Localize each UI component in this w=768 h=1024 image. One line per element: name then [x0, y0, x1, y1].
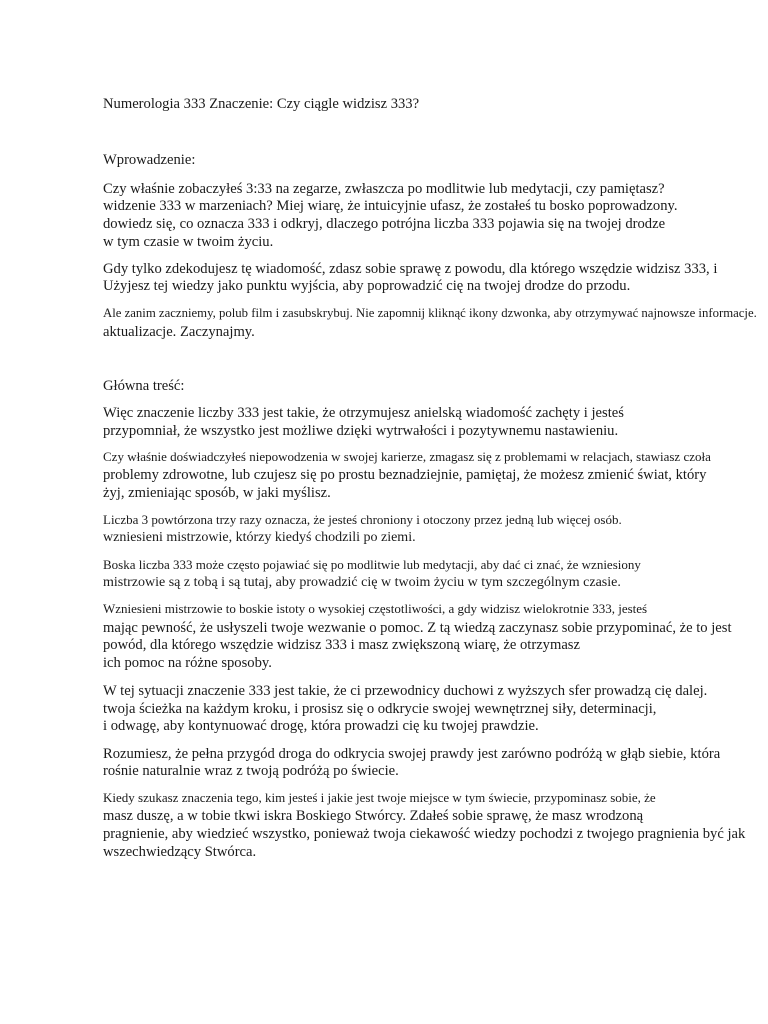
text-line: powód, dla którego wszędzie widzisz 333 i masz zwiększoną wiarę, że otrzymasz — [103, 637, 580, 653]
text-line: przypomniał, że wszystko jest możliwe dzięki wytrwałości i pozytywnemu nastawieniu. — [103, 423, 619, 439]
text-line: mistrzowie są z tobą i są tutaj, aby prowadzić cię w twoim życiu w tym szczególnym czasie. — [103, 575, 621, 590]
text-line: aktualizacje. Zaczynajmy. — [103, 324, 255, 340]
text-line: Więc znaczenie liczby 333 jest takie, że otrzymujesz anielską wiadomość zachęty i jesteś — [103, 405, 624, 421]
document-title: Numerologia 333 Znaczenie: Czy ciągle widzisz 333? — [103, 96, 420, 112]
text-line: Użyjesz tej wiedzy jako punktu wyjścia, aby poprowadzić cię na twojej drodze do przodu. — [103, 278, 631, 294]
text-line: żyj, zmieniając sposób, w jaki myślisz. — [103, 485, 331, 501]
text-line: Czy właśnie zobaczyłeś 3:33 na zegarze, zwłaszcza po modlitwie lub medytacji, czy pamiętasz? — [103, 181, 665, 197]
text-line: wszechwiedzący Stwórca. — [103, 844, 257, 860]
text-line: rośnie naturalnie wraz z twoją podróżą po świecie. — [103, 763, 399, 779]
text-line: Wzniesieni mistrzowie to boskie istoty o wysokiej częstotliwości, a gdy widzisz wielokrotnie 333, jesteś — [103, 601, 648, 616]
text-line: w tym czasie w twoim życiu. — [103, 234, 274, 250]
text-line: Gdy tylko zdekodujesz tę wiadomość, zdasz sobie sprawę z powodu, dla którego wszędzie widzisz 333, i — [103, 261, 718, 277]
text-line: masz duszę, a w tobie tkwi iskra Boskiego Stwórcy. Zdałeś sobie sprawę, że masz wrodzoną — [103, 808, 644, 824]
text-line: pragnienie, aby wiedzieć wszystko, ponieważ twoja ciekawość wiedzy pochodzi z twojego pragnienia być jak — [103, 826, 746, 842]
text-line: mając pewność, że usłyszeli twoje wezwanie o pomoc. Z tą wiedzą zaczynasz sobie przypominać, że to jest — [103, 620, 732, 636]
text-line: problemy zdrowotne, lub czujesz się po prostu beznadziejnie, pamiętaj, że możesz zmienić świat, który — [103, 467, 707, 483]
text-line: ich pomoc na różne sposoby. — [103, 655, 272, 671]
text-line: i odwagę, aby kontynuować drogę, która prowadzi cię ku twojej prawdzie. — [103, 718, 539, 734]
text-line: Ale zanim zaczniemy, polub film i zasubskrybuj. Nie zapomnij kliknąć ikony dzwonka, aby otrzymywać najnowsze informacje. — [103, 306, 757, 320]
text-line: W tej sytuacji znaczenie 333 jest takie, że ci przewodnicy duchowi z wyższych sfer prowadzą cię dalej. — [103, 683, 708, 699]
text-line: twoja ścieżka na każdym kroku, i prosisz się o odkrycie swojej wewnętrznej siły, determinacji, — [103, 701, 657, 717]
text-line: Czy właśnie doświadczyłeś niepowodzenia w swojej karierze, zmagasz się z problemami w relacjach, stawiasz czoła — [103, 449, 711, 464]
intro-heading: Wprowadzenie: — [103, 152, 196, 168]
text-line: Kiedy szukasz znaczenia tego, kim jesteś i jakie jest twoje miejsce w tym świecie, przypominasz sobie, że — [103, 790, 656, 805]
text-line: Boska liczba 333 może często pojawiać się po modlitwie lub medytacji, aby dać ci znać, że wzniesiony — [103, 557, 641, 572]
text-line: wzniesieni mistrzowie, którzy kiedyś chodzili po ziemi. — [103, 530, 416, 545]
text-line: dowiedz się, co oznacza 333 i odkryj, dlaczego potrójna liczba 333 pojawia się na twojej drodze — [103, 216, 666, 232]
text-line: widzenie 333 w marzeniach? Miej wiarę, że intuicyjnie ufasz, że zostałeś tu bosko poprowadzony. — [103, 198, 678, 214]
main-heading: Główna treść: — [103, 378, 185, 394]
text-line: Liczba 3 powtórzona trzy razy oznacza, że jesteś chroniony i otoczony przez jedną lub więcej osób. — [103, 512, 622, 527]
text-line: Rozumiesz, że pełna przygód droga do odkrycia swojej prawdy jest zarówno podróżą w głąb siebie, która — [103, 746, 721, 762]
